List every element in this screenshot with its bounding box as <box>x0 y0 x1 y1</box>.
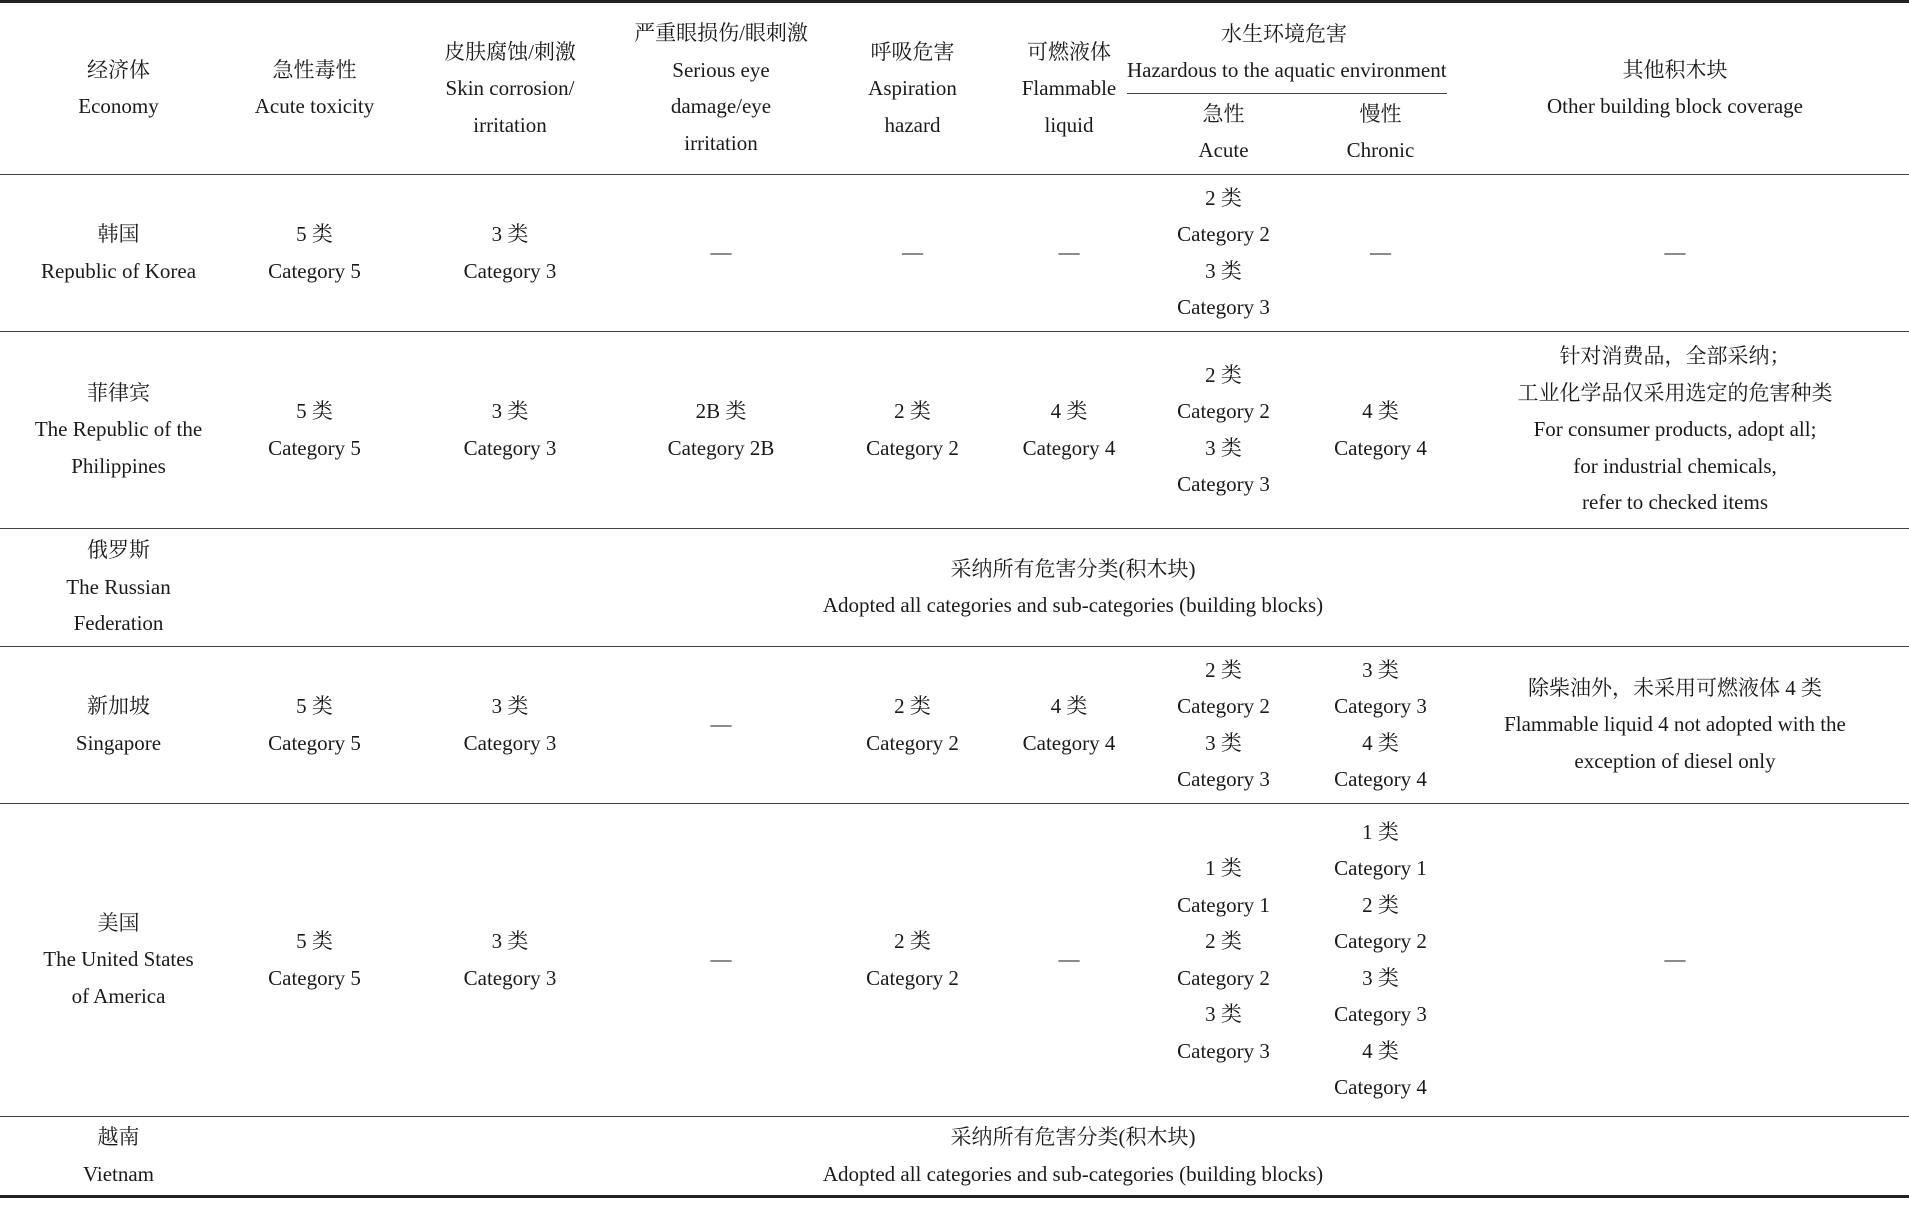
cell-economy: 美国 The United States of America <box>0 803 237 1116</box>
cell-aquatic-acute: 2 类 Category 2 3 类 Category 3 <box>1177 185 1270 319</box>
header-aquatic-chronic: 慢性 Chronic <box>1346 101 1415 162</box>
header-aquatic-acute: 急性 Acute <box>1198 101 1249 162</box>
cell-eye: — <box>628 803 814 1116</box>
table-row <box>0 646 1909 803</box>
cell-acute-toxicity: 5 类 Category 5 <box>268 222 361 283</box>
cell-flammable: 4 类 Category 4 <box>1011 331 1127 528</box>
cell-aquatic-chronic: 4 类 Category 4 <box>1320 331 1441 528</box>
header-acute-toxicity: 急性毒性 Acute toxicity <box>237 2 392 174</box>
cell-other: — <box>1664 240 1686 265</box>
cell-acute-toxicity: 5 类 Category 5 <box>237 646 392 803</box>
aquatic-subheader-rule <box>1127 93 1447 94</box>
header-skin-corrosion: 皮肤腐蚀/刺激 Skin corrosion/ irritation <box>392 2 628 174</box>
cell-aquatic-chronic: 3 类 Category 3 4 类 Category 4 <box>1320 646 1441 803</box>
cell-skin: 3 类 Category 3 <box>392 646 628 803</box>
cell-aspiration: — <box>902 240 923 265</box>
cell-aquatic-chronic: — <box>1370 240 1391 265</box>
header-flammable-liquid: 可燃液体 Flammable liquid <box>1011 2 1127 174</box>
cell-merged-all-categories: 采纳所有危害分类(积木块) Adopted all categories and sub-categories (building blocks) <box>237 1116 1909 1196</box>
header-serious-eye-damage: 严重眼损伤/眼刺激 Serious eye damage/eye irritation <box>628 2 814 174</box>
cell-economy: 越南 Vietnam <box>0 1116 237 1196</box>
table-row <box>0 174 1909 331</box>
cell-flammable: — <box>1058 240 1080 265</box>
header-economy: 经济体 Economy <box>0 2 237 174</box>
cell-aquatic-acute: 1 类 Category 1 2 类 Category 2 3 类 Category 3 <box>1127 803 1320 1116</box>
cell-skin: 3 类 Category 3 <box>392 331 628 528</box>
cell-flammable: 4 类 Category 4 <box>1011 646 1127 803</box>
cell-acute-toxicity: 5 类 Category 5 <box>237 803 392 1116</box>
cell-other: 针对消费品，全部采纳； 工业化学品仅采用选定的危害种类 For consumer products, adopt all; for industrial chemicals, refer to checked items <box>1441 331 1909 528</box>
header-other-building-blocks: 其他积木块 Other building block coverage <box>1441 2 1909 174</box>
cell-economy: 俄罗斯 The Russian Federation <box>0 528 237 646</box>
cell-eye: — <box>710 240 732 265</box>
cell-skin: 3 类 Category 3 <box>392 803 628 1116</box>
cell-skin: 3 类 Category 3 <box>463 222 557 283</box>
cell-economy: 韩国 Republic of Korea <box>40 222 197 283</box>
cell-eye: 2B 类 Category 2B <box>628 331 814 528</box>
cell-aspiration: 2 类 Category 2 <box>814 646 1011 803</box>
cell-other: — <box>1441 803 1909 1116</box>
cell-economy: 新加坡 Singapore <box>0 646 237 803</box>
cell-aquatic-chronic: 1 类 Category 1 2 类 Category 2 3 类 Category 3 4 类 Category 4 <box>1320 803 1441 1116</box>
cell-aspiration: 2 类 Category 2 <box>814 331 1011 528</box>
table-row <box>0 331 1909 528</box>
cell-economy: 菲律宾 The Republic of the Philippines <box>0 331 237 528</box>
cell-merged-all-categories: 采纳所有危害分类(积木块) Adopted all categories and sub-categories (building blocks) <box>237 528 1909 646</box>
cell-flammable: — <box>1011 803 1127 1116</box>
table-row <box>0 803 1909 1116</box>
table-row <box>0 528 1909 646</box>
cell-acute-toxicity: 5 类 Category 5 <box>237 331 392 528</box>
header-aquatic-environment: 水生环境危害 Hazardous to the aquatic environment <box>1127 2 1441 96</box>
cell-eye: — <box>628 646 814 803</box>
header-aspiration-hazard: 呼吸危害 Aspiration hazard <box>814 2 1011 174</box>
cell-other: 除柴油外，未采用可燃液体 4 类 Flammable liquid 4 not adopted with the exception of diesel only <box>1441 646 1909 803</box>
table-row <box>0 1116 1909 1196</box>
cell-aquatic-acute: 2 类 Category 2 3 类 Category 3 <box>1127 646 1320 803</box>
cell-aspiration: 2 类 Category 2 <box>814 803 1011 1116</box>
cell-aquatic-acute: 2 类 Category 2 3 类 Category 3 <box>1127 331 1320 528</box>
